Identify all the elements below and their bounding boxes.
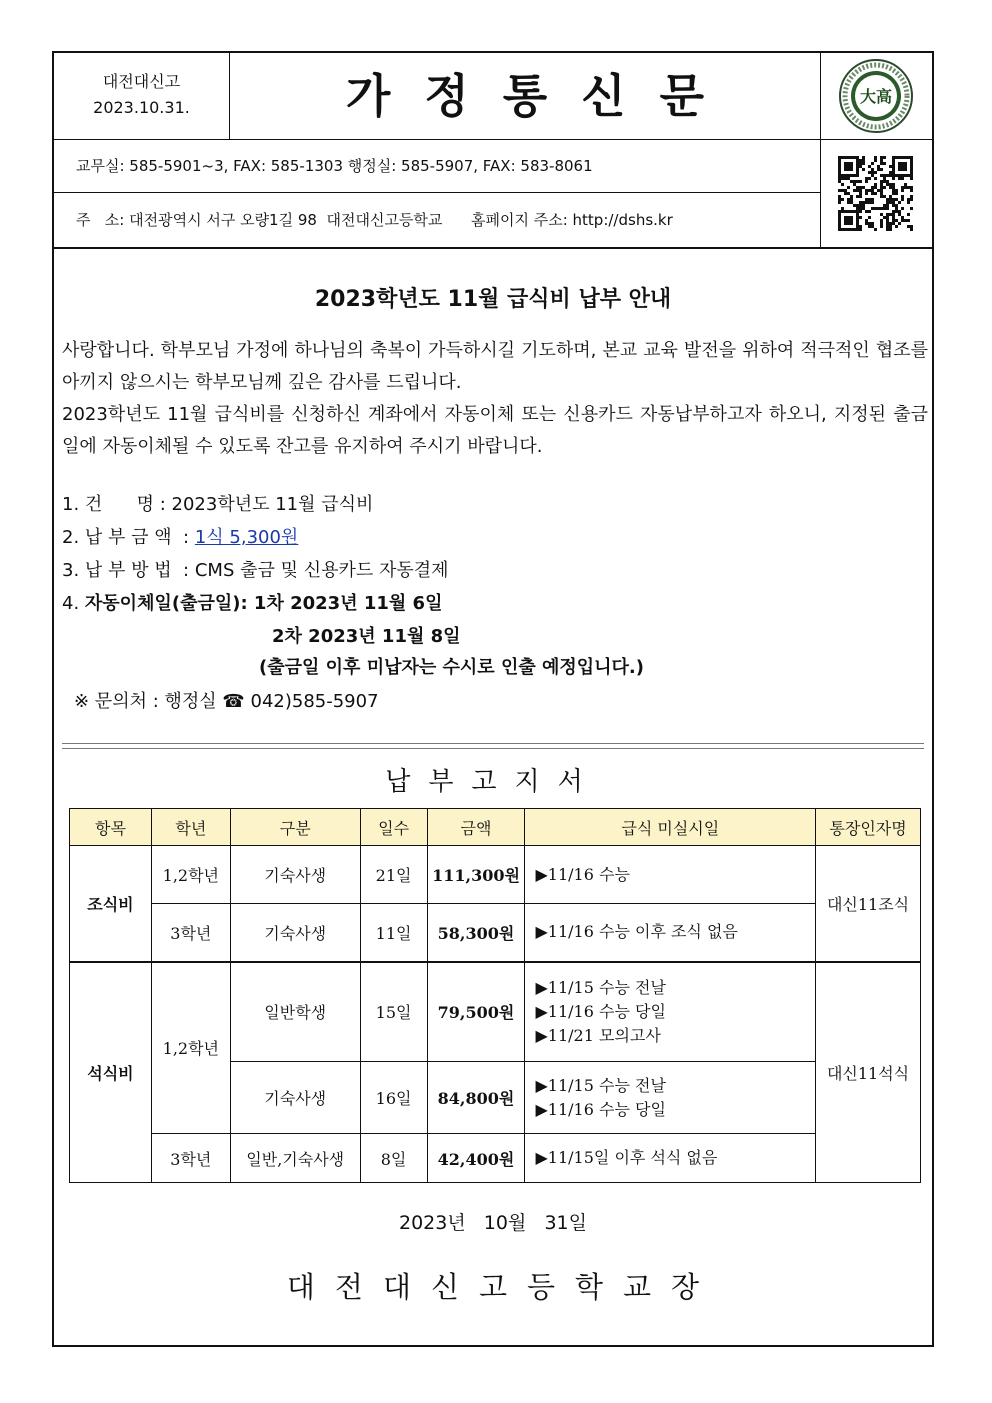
item-1-label: 1. 건 명 : [62,494,172,515]
note-line: ▶11/16 수능 당일 [535,1001,666,1021]
days-cell: 16일 [360,1062,427,1134]
days-cell: 21일 [360,846,427,904]
note-line: ▶11/21 모의고사 [535,1025,661,1045]
amount-cell: 58,300원 [427,904,525,962]
fee-table [69,808,921,1183]
greeting-paragraph: 사랑합니다. 학부모님 가정에 하나님의 축복이 가득하시길 기도하며, 본교 교육 발전을 위하여 적극적인 협조를 아끼지 않으시는 학부모님께 깊은 감사를 드립니다. [62,340,928,393]
amount-cell: 111,300원 [427,846,525,904]
item-3-label: 3. 납 부 방 법 : [62,560,195,581]
principal-signature: 대전대신고등학교장 [286,1270,720,1304]
col-header: 급식 미실시일 [525,809,816,846]
school-logo-cell [821,53,932,140]
col-header: 구분 [230,809,360,846]
newsletter-page [52,51,934,1347]
account-cell: 대신11석식 [816,962,921,1183]
note-cell [525,1062,816,1134]
table-row [70,846,921,904]
amount-cell: 42,400원 [427,1134,525,1183]
table-row [70,1134,921,1183]
qr-code-cell [821,140,932,247]
table-header-row [70,809,921,846]
header-block [54,53,932,249]
days-cell: 15일 [360,962,427,1062]
notice-title: 2023학년도 11월 급식비 납부 안내 [314,287,672,312]
bill-title: 납부고지서 [385,767,601,797]
table-row [70,962,921,1062]
item-2-value: 1식 5,300원 [194,527,299,548]
item-3-value: CMS 출금 및 신용카드 자동결제 [194,560,449,581]
grade-cell: 3학년 [151,904,230,962]
footer-date: 2023년 10월 31일 [398,1212,587,1234]
account-cell: 대신11조식 [816,846,921,962]
table-row [70,904,921,962]
item-4-number: 4. [62,593,85,614]
type-cell: 기숙사생 [230,846,360,904]
item-4-line2: 2차 2023년 11월 8일 [272,626,461,647]
col-header: 항목 [70,809,152,846]
note-cell: ▶11/16 수능 [525,846,816,904]
grade-cell: 1,2학년 [151,846,230,904]
type-cell: 일반,기숙사생 [230,1134,360,1183]
col-header: 학년 [151,809,230,846]
type-cell: 기숙사생 [230,904,360,962]
amount-cell: 84,800원 [427,1062,525,1134]
category-cell: 조식비 [70,846,152,962]
note-cell [525,962,816,1062]
school-address: 주 소: 대전광역시 서구 오량1길 98 대전대신고등학교 홈페이지 주소: http://dshs.kr [54,193,821,247]
item-4 [62,589,442,619]
qr-code-icon[interactable] [821,140,932,247]
col-header: 금액 [427,809,525,846]
item-4-line1: 자동이체일(출금일): 1차 2023년 11월 6일 [84,593,443,614]
separator-line [62,743,924,749]
emblem-text: 大高 [859,87,893,106]
item-2-label: 2. 납 부 금 액 : [62,527,195,548]
days-cell: 11일 [360,904,427,962]
item-1-value: 2023학년도 11월 급식비 [171,494,374,515]
category-cell: 석식비 [70,962,152,1183]
contact-numbers: 교무실: 585-5901~3, FAX: 585-1303 행정실: 585-5907, FAX: 583-8061 [54,140,821,193]
contact-line: ※ 문의처 : 행정실 ☎ 042)585-5907 [74,691,379,712]
grade-cell: 1,2학년 [151,962,230,1134]
page-title: 가정통신문 [230,53,821,140]
note-cell: ▶11/15일 이후 석식 없음 [525,1134,816,1183]
school-emblem-icon [821,53,932,140]
item-1 [62,490,373,520]
note-line: ▶11/15 수능 전날 [535,977,666,997]
col-header: 일수 [360,809,427,846]
note-line: ▶11/15 수능 전날 [535,1075,666,1095]
type-cell: 일반학생 [230,962,360,1062]
days-cell: 8일 [360,1134,427,1183]
amount-cell: 79,500원 [427,962,525,1062]
issue-date: 2023.10.31. [93,98,190,117]
type-cell: 기숙사생 [230,1062,360,1134]
grade-cell: 3학년 [151,1134,230,1183]
item-3 [62,556,449,586]
school-date-cell [54,53,230,140]
item-4-line3: (출금일 이후 미납자는 수시로 인출 예정입니다.) [259,657,644,678]
payment-paragraph: 2023학년도 11월 급식비를 신청하신 계좌에서 자동이체 또는 신용카드 자동납부하고자 하오니, 지정된 출금일에 자동이체될 수 있도록 잔고를 유지하여 주시기 바랍니다. [62,404,928,457]
note-line: ▶11/16 수능 당일 [535,1099,666,1119]
note-cell: ▶11/16 수능 이후 조식 없음 [525,904,816,962]
school-name: 대전대신고 [102,72,181,91]
col-header: 통장인자명 [816,809,921,846]
item-2 [62,523,298,553]
